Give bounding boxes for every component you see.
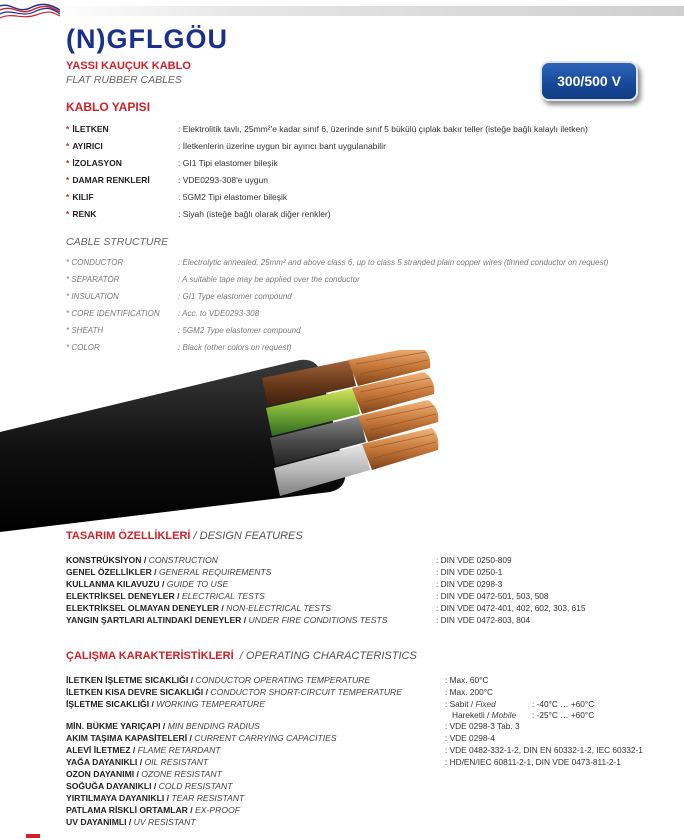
working-fixed-value: : -40°C … +60°C (532, 699, 595, 709)
spec-label: * DAMAR RENKLERİ (66, 175, 150, 185)
logo-wires-icon (0, 0, 60, 24)
design-value: : DIN VDE 0472-401, 402, 602, 303, 615 (436, 603, 586, 613)
structure-label: * COLOR (66, 343, 100, 352)
oil-resistant-value: : HD/EN/IEC 60811-2-1, DIN VDE 0473-811-2-1 (445, 757, 621, 767)
flame-retardant-value: : VDE 0482-332-1-2, DIN EN 60332-1-2, IEC 60332-1 (445, 745, 643, 755)
short-circuit-value: : Max. 200°C (445, 687, 494, 697)
structure-value: : Black (other colors on request) (178, 343, 292, 352)
page-title: (N)GFLGÖU (66, 24, 228, 54)
working-mobile-value: : -25°C … +60°C (532, 710, 595, 720)
spec-label: * İLETKEN (66, 124, 109, 134)
design-row: KULLANMA KILAVUZU / GUIDE TO USE (66, 579, 229, 589)
conductor-temp-value: : Max. 60°C (445, 675, 489, 685)
operating-row: SOĞUĞA DAYANIKLI / COLD RESISTANT (66, 781, 233, 791)
structure-label: * CORE IDENTIFICATION (66, 309, 160, 318)
design-features-heading: TASARIM ÖZELLİKLERİ / DESIGN FEATURES (66, 530, 303, 542)
working-mobile-label: Hareketli / Mobile (452, 710, 517, 720)
spec-value: : Siyah (isteğe bağlı olarak diğer renkler) (178, 209, 331, 219)
design-value: : DIN VDE 0472-803, 804 (436, 615, 531, 625)
structure-label: * INSULATION (66, 292, 119, 301)
spec-value: : Elektrolitik tavlı, 25mm²'e kadar sınıf 6, üzerinde sınıf 5 bükülü çıplak bakır teller (isteğe bağlı kalaylı iletken) (178, 124, 588, 134)
structure-value: : A suitable tape may be applied over the conductor (178, 275, 360, 284)
design-value: : DIN VDE 0250-809 (436, 555, 512, 565)
design-row: KONSTRÜKSİYON / CONSTRUCTION (66, 555, 218, 565)
spec-value: : İletkenlerin üzerine uygun bir ayırıcı bant uygulanabilir (178, 141, 386, 151)
design-value: : DIN VDE 0298-3 (436, 579, 503, 589)
operating-row: AKIM TAŞIMA KAPASİTELERİ / CURRENT CARRYING CAPACITIES (66, 733, 337, 743)
structure-value: : Electrolytic annealed, 25mm² and above class 6, up to class 5 stranded plain copper wires (tinned conductor on request) (178, 258, 609, 267)
voltage-label: 300/500 V (557, 73, 621, 89)
subtitle-turkish: YASSI KAUÇUK KABLO (66, 60, 191, 72)
spec-value: : GI1 Tipi elastomer bileşik (178, 158, 278, 168)
operating-row: YAĞA DAYANIKLI / OIL RESISTANT (66, 757, 209, 767)
operating-row: PATLAMA RİSKLİ ORTAMLAR / EX-PROOF (66, 805, 240, 815)
operating-row: MİN. BÜKME YARIÇAPI / MIN BENDING RADIUS (66, 721, 260, 731)
current-capacity-value: : VDE 0298-4 (445, 733, 495, 743)
subtitle-english: FLAT RUBBER CABLES (66, 74, 182, 86)
footer-accent-mark (26, 834, 40, 838)
spec-label: * AYIRICI (66, 141, 103, 151)
spec-label: * KILIF (66, 192, 94, 202)
spec-value: : 5GM2 Tipi elastomer bileşik (178, 192, 288, 202)
operating-row: YIRTILMAYA DAYANIKLI / TEAR RESISTANT (66, 793, 245, 803)
structure-value: : 5GM2 Type elastomer compound (178, 326, 301, 335)
operating-row: UV DAYANIMLI / UV RESISTANT (66, 817, 196, 827)
design-value: : DIN VDE 0250-1 (436, 567, 503, 577)
operating-characteristics-heading: ÇALIŞMA KARAKTERİSTİKLERİ / OPERATING CHARACTERISTICS (66, 650, 417, 662)
design-row: ELEKTRİKSEL DENEYLER / ELECTRICAL TESTS (66, 591, 265, 601)
operating-row: İLETKEN KISA DEVRE SICAKLIĞI / CONDUCTOR SHORT-CIRCUIT TEMPERATURE (66, 687, 402, 697)
design-row: ELEKTRİKSEL OLMAYAN DENEYLER / NON-ELECTRICAL TESTS (66, 603, 332, 613)
structure-value: : GI1 Type elastomer compound (178, 292, 292, 301)
voltage-badge (540, 61, 638, 101)
operating-row: İŞLETME SICAKLIĞI / WORKING TEMPERATURE (66, 699, 265, 709)
structure-label: * SHEATH (66, 326, 104, 335)
design-row: GENEL ÖZELLİKLER / GENERAL REQUIREMENTS (66, 567, 272, 577)
operating-row: ALEVİ İLETMEZ / FLAME RETARDANT (66, 745, 221, 755)
bending-radius-value: : VDE 0298-3 Tab. 3 (445, 721, 520, 731)
structure-value: : Acc. to VDE0293-308 (178, 309, 260, 318)
spec-value: : VDE0293-308'e uygun (178, 175, 268, 185)
top-banner (0, 0, 684, 24)
working-fixed-label: : Sabit / Fixed (445, 699, 496, 709)
design-value: : DIN VDE 0472-501, 503, 508 (436, 591, 549, 601)
design-row: YANGIN ŞARTLARI ALTINDAKİ DENEYLER / UNDER FIRE CONDITIONS TESTS (66, 615, 388, 625)
top-banner-gradient (46, 6, 684, 16)
cable-structure-heading: CABLE STRUCTURE (66, 236, 169, 248)
flat-cable-illustration (0, 350, 440, 540)
structure-label: * CONDUCTOR (66, 258, 124, 267)
structure-label: * SEPARATOR (66, 275, 120, 284)
operating-row: İLETKEN İŞLETME SICAKLIĞI / CONDUCTOR OPERATING TEMPERATURE (66, 675, 371, 685)
spec-label: * RENK (66, 209, 97, 219)
kablo-yapisi-heading: KABLO YAPISI (66, 100, 151, 114)
operating-row: OZON DAYANIMI / OZONE RESISTANT (66, 769, 222, 779)
spec-label: * İZOLASYON (66, 158, 122, 168)
